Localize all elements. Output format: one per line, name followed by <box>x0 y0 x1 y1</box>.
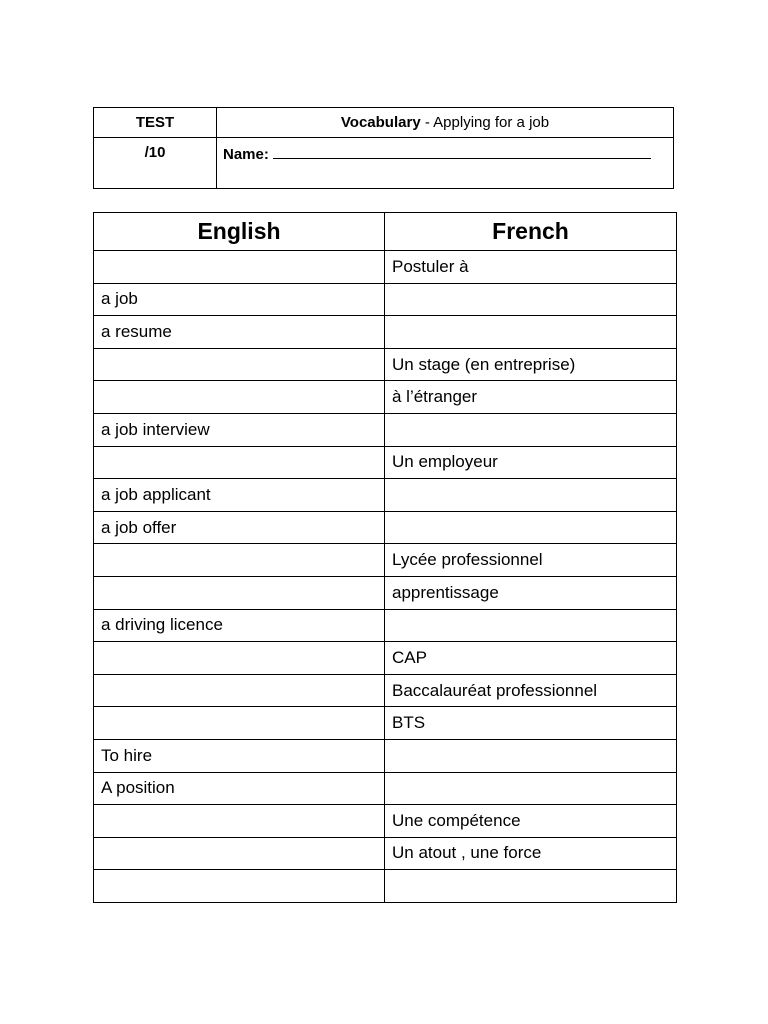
cell-english[interactable] <box>94 251 385 284</box>
test-label: TEST <box>94 108 217 138</box>
cell-english[interactable]: A position <box>94 772 385 805</box>
cell-english[interactable] <box>94 381 385 414</box>
cell-french[interactable]: Un stage (en entreprise) <box>385 348 677 381</box>
cell-english[interactable] <box>94 544 385 577</box>
cell-english[interactable]: a driving licence <box>94 609 385 642</box>
cell-french[interactable] <box>385 870 677 903</box>
cell-english[interactable]: a job applicant <box>94 479 385 512</box>
cell-english[interactable] <box>94 805 385 838</box>
table-row <box>94 805 677 838</box>
cell-french[interactable]: BTS <box>385 707 677 740</box>
table-row <box>94 642 677 675</box>
column-header-english: English <box>94 213 385 251</box>
cell-french[interactable]: Baccalauréat professionnel <box>385 674 677 707</box>
table-row <box>94 283 677 316</box>
cell-english[interactable] <box>94 446 385 479</box>
cell-english[interactable]: a job <box>94 283 385 316</box>
cell-english[interactable] <box>94 870 385 903</box>
cell-french[interactable]: Une compétence <box>385 805 677 838</box>
cell-french[interactable] <box>385 609 677 642</box>
table-row <box>94 381 677 414</box>
cell-english[interactable]: a resume <box>94 316 385 349</box>
cell-french[interactable]: Un atout , une force <box>385 837 677 870</box>
cell-english[interactable] <box>94 674 385 707</box>
worksheet-title <box>217 108 674 138</box>
table-row <box>94 251 677 284</box>
cell-english[interactable] <box>94 348 385 381</box>
table-row <box>94 837 677 870</box>
cell-french[interactable] <box>385 479 677 512</box>
table-row <box>94 576 677 609</box>
table-row <box>94 316 677 349</box>
table-row <box>94 511 677 544</box>
score-label: /10 <box>94 138 217 189</box>
table-row <box>94 739 677 772</box>
cell-english[interactable]: a job interview <box>94 413 385 446</box>
cell-english[interactable] <box>94 707 385 740</box>
cell-french[interactable] <box>385 511 677 544</box>
vocabulary-body <box>94 251 677 903</box>
cell-french[interactable] <box>385 283 677 316</box>
title-bold: Vocabulary <box>340 114 421 131</box>
cell-french[interactable]: apprentissage <box>385 576 677 609</box>
cell-english[interactable] <box>94 576 385 609</box>
vocabulary-table <box>93 212 677 903</box>
cell-french[interactable] <box>385 316 677 349</box>
title-rest: - Applying for a job <box>420 114 550 131</box>
table-row <box>94 707 677 740</box>
vocabulary-header-row <box>94 213 677 251</box>
name-cell <box>217 138 674 189</box>
header-row-title <box>94 108 674 138</box>
table-row <box>94 772 677 805</box>
column-header-french: French <box>385 213 677 251</box>
name-label: Name: <box>223 146 269 163</box>
cell-french[interactable] <box>385 739 677 772</box>
table-row <box>94 674 677 707</box>
test-header-table <box>93 107 674 189</box>
header-row-name <box>94 138 674 189</box>
name-input-line[interactable] <box>273 144 651 159</box>
table-row <box>94 479 677 512</box>
cell-english[interactable] <box>94 642 385 675</box>
table-row <box>94 413 677 446</box>
cell-english[interactable]: a job offer <box>94 511 385 544</box>
table-row <box>94 446 677 479</box>
cell-french[interactable]: Postuler à <box>385 251 677 284</box>
cell-french[interactable]: Un employeur <box>385 446 677 479</box>
cell-english[interactable]: To hire <box>94 739 385 772</box>
cell-french[interactable] <box>385 413 677 446</box>
table-row <box>94 544 677 577</box>
cell-french[interactable]: Lycée professionnel <box>385 544 677 577</box>
table-row <box>94 348 677 381</box>
cell-french[interactable]: CAP <box>385 642 677 675</box>
cell-english[interactable] <box>94 837 385 870</box>
table-row <box>94 870 677 903</box>
cell-french[interactable]: à l’étranger <box>385 381 677 414</box>
table-row <box>94 609 677 642</box>
cell-french[interactable] <box>385 772 677 805</box>
